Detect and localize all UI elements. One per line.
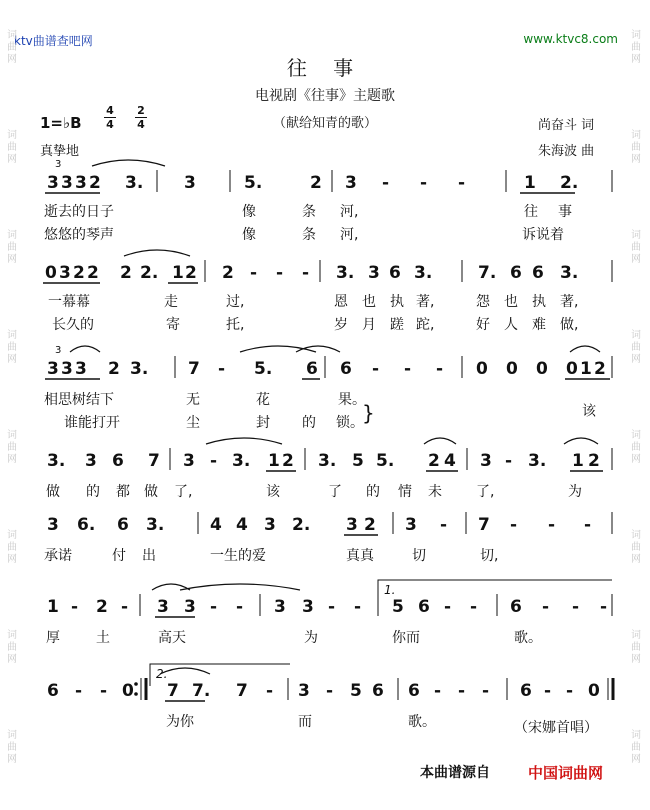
note-r6-2: - xyxy=(71,597,79,617)
side-watermark-left-3: 词曲网 xyxy=(7,230,17,265)
note-r4-2: 3 xyxy=(85,451,97,471)
note-r5-14: - xyxy=(510,515,518,535)
lyric-r2-11: 著, xyxy=(560,294,579,310)
note-r7-8: - xyxy=(266,681,274,701)
note-r5-11: 3 xyxy=(405,515,417,535)
note-r7-1: 6 xyxy=(47,681,59,701)
note-r3-4: 2 xyxy=(108,359,120,379)
note-r2-16: 3. xyxy=(414,263,433,283)
note-r3-1: 3 xyxy=(47,359,59,379)
lyric-r4-5: 了, xyxy=(174,484,193,500)
note-r1-3: 3 xyxy=(75,173,87,193)
note-r1-7: 5. xyxy=(244,173,263,193)
note-r2-19: 6 xyxy=(532,263,544,283)
triplet-mark-2: 3 xyxy=(55,345,62,356)
lyric-r2-8: 怨 xyxy=(476,294,490,310)
repeat-dot-bottom xyxy=(134,692,138,696)
lyric-r2-12: 长久的 xyxy=(52,317,94,333)
lyric-r2-18: 跎, xyxy=(416,317,435,333)
lyric-r5-6: 切 xyxy=(412,548,426,564)
note-r6-16: - xyxy=(470,597,478,617)
lyric-r7-3: 歌。 xyxy=(408,714,436,730)
note-r3-16: 0 xyxy=(536,359,548,379)
lyric-r4-12: 为 xyxy=(568,484,582,500)
lyric-r5-7: 切, xyxy=(480,548,499,564)
note-r1-2: 3 xyxy=(61,173,73,193)
note-r3-19: 2 xyxy=(594,359,606,379)
note-r7-9: 3 xyxy=(298,681,310,701)
lyric-r1-2: 像 xyxy=(242,204,256,220)
note-r4-4: 7 xyxy=(148,451,160,471)
note-r7-18: - xyxy=(544,681,552,701)
song-title: 往 事 xyxy=(286,56,364,80)
note-r7-5: 7 xyxy=(167,681,179,701)
tie-7 xyxy=(424,438,456,444)
lyric-r6-5: 你而 xyxy=(392,630,420,646)
lyric-r2-15: 岁 xyxy=(334,317,348,333)
note-r5-16: - xyxy=(584,515,592,535)
note-r2-2: 3 xyxy=(59,263,71,283)
note-r5-15: - xyxy=(548,515,556,535)
note-r7-4: 0 xyxy=(122,681,134,701)
meter-2-top: 2 xyxy=(137,104,145,117)
side-watermark-right-1: 词曲网 xyxy=(631,30,641,65)
note-r3-9: 6 xyxy=(306,359,318,379)
meter-1-bottom: 4 xyxy=(104,117,116,131)
note-r2-13: 3. xyxy=(336,263,355,283)
note-r6-11: - xyxy=(328,597,336,617)
lyric-r2-19: 好 xyxy=(476,317,490,333)
note-r1-11: - xyxy=(420,173,428,193)
note-r5-8: 2. xyxy=(292,515,311,535)
lyric-r2-4: 恩 xyxy=(334,294,348,310)
note-r7-16: - xyxy=(482,681,490,701)
lyric-r6-6: 歌。 xyxy=(514,630,542,646)
lyric-r3-5: 谁能打开 xyxy=(64,415,120,431)
lyric-r2-14: 托, xyxy=(226,317,245,333)
note-r4-11: 5 xyxy=(352,451,364,471)
lyric-r3-3: 花 xyxy=(256,392,270,408)
note-r7-11: 5 xyxy=(350,681,362,701)
note-r6-12: - xyxy=(354,597,362,617)
volta-2-label: 2. xyxy=(156,667,168,681)
note-r3-15: 0 xyxy=(506,359,518,379)
lyric-r7-1: 为你 xyxy=(166,714,194,730)
lyric-r1-11: 诉说着 xyxy=(522,227,564,243)
note-r2-8: 2 xyxy=(185,263,197,283)
note-r2-20: 3. xyxy=(560,263,579,283)
side-watermark-left-1: 词曲网 xyxy=(7,30,17,65)
lyric-r1-4: 河, xyxy=(340,204,359,220)
lyric-r7-2: 而 xyxy=(298,714,312,730)
note-r7-17: 6 xyxy=(520,681,532,701)
note-r7-12: 6 xyxy=(372,681,384,701)
tie-8 xyxy=(564,438,598,444)
note-r7-20: 0 xyxy=(588,681,600,701)
tie-4 xyxy=(296,346,340,352)
tie-9 xyxy=(70,346,100,352)
note-r6-9: 3 xyxy=(274,597,286,617)
lyric-r2-7: 著, xyxy=(416,294,435,310)
note-r3-2: 3 xyxy=(61,359,73,379)
note-r2-11: - xyxy=(276,263,284,283)
note-r6-5: 3 xyxy=(157,597,169,617)
note-r1-10: - xyxy=(382,173,390,193)
note-r2-15: 6 xyxy=(389,263,401,283)
lyric-r1-9: 条 xyxy=(302,227,316,243)
note-r3-10: 6 xyxy=(340,359,352,379)
note-r3-18: 1 xyxy=(580,359,592,379)
note-r1-13: 1 xyxy=(524,173,536,193)
note-r5-5: 4 xyxy=(210,515,222,535)
lyric-r5-5: 真真 xyxy=(346,548,374,564)
tie-6 xyxy=(206,438,282,444)
side-watermark-right-7: 词曲网 xyxy=(631,630,641,665)
note-r1-1: 3 xyxy=(47,173,59,193)
note-r6-20: - xyxy=(600,597,608,617)
note-r5-3: 6 xyxy=(117,515,129,535)
side-watermark-left-6: 词曲网 xyxy=(7,530,17,565)
note-r6-8: - xyxy=(236,597,244,617)
note-r4-13: 2 xyxy=(428,451,440,471)
lyric-brace: } xyxy=(362,401,375,425)
note-r4-7: 3. xyxy=(232,451,251,471)
lyric-r2-5: 也 xyxy=(362,294,376,310)
note-r5-7: 3 xyxy=(264,515,276,535)
lyric-r3-10: 该 xyxy=(582,403,596,420)
volta-1-label: 1. xyxy=(384,583,396,597)
side-watermark-right-5: 词曲网 xyxy=(631,430,641,465)
tempo-mark: 真挚地 xyxy=(40,144,80,159)
note-r2-5: 2 xyxy=(120,263,132,283)
note-r5-4: 3. xyxy=(146,515,165,535)
note-r5-9: 3 xyxy=(346,515,358,535)
lyric-r1-1: 逝去的日子 xyxy=(44,204,114,220)
note-r2-3: 2 xyxy=(73,263,85,283)
note-r7-3: - xyxy=(100,681,108,701)
note-r3-14: 0 xyxy=(476,359,488,379)
dedication: （献给知青的歌） xyxy=(272,116,377,131)
side-watermark-right-6: 词曲网 xyxy=(631,530,641,565)
side-watermark-left-5: 词曲网 xyxy=(7,430,17,465)
tie-5 xyxy=(570,346,600,352)
note-r2-10: - xyxy=(250,263,258,283)
note-r4-12: 5. xyxy=(376,451,395,471)
lyric-r6-4: 为 xyxy=(304,630,318,646)
tie-2 xyxy=(124,250,190,256)
note-r1-8: 2 xyxy=(310,173,322,193)
note-r7-19: - xyxy=(566,681,574,701)
note-r6-3: 2 xyxy=(96,597,108,617)
triplet-mark-1: 3 xyxy=(55,159,62,170)
note-r3-12: - xyxy=(404,359,412,379)
note-r6-15: - xyxy=(444,597,452,617)
side-watermark-left-4: 词曲网 xyxy=(7,330,17,365)
note-r3-8: 5. xyxy=(254,359,273,379)
note-r4-15: 3 xyxy=(480,451,492,471)
note-r3-3: 3 xyxy=(75,359,87,379)
lyric-r4-9: 情 xyxy=(398,484,412,500)
song-subtitle: 电视剧《往事》主题歌 xyxy=(255,88,395,104)
note-r4-1: 3. xyxy=(47,451,66,471)
note-r6-6: 3 xyxy=(184,597,196,617)
note-r6-19: - xyxy=(572,597,580,617)
lyric-r5-2: 付 xyxy=(112,548,126,564)
lyric-r4-6: 该 xyxy=(266,484,280,500)
note-r4-14: 4 xyxy=(444,451,456,471)
note-r1-5: 3. xyxy=(125,173,144,193)
lyric-r2-16: 月 xyxy=(362,317,376,333)
lyric-r2-17: 蹉 xyxy=(390,317,404,333)
note-r2-9: 2 xyxy=(222,263,234,283)
tie-1 xyxy=(92,160,165,166)
lyric-r4-3: 都 xyxy=(116,484,130,500)
lyric-r4-2: 的 xyxy=(86,484,100,500)
lyric-r2-6: 执 xyxy=(390,294,404,310)
note-r4-3: 6 xyxy=(112,451,124,471)
note-r2-6: 2. xyxy=(140,263,159,283)
note-r4-17: 3. xyxy=(528,451,547,471)
note-r2-18: 6 xyxy=(510,263,522,283)
note-r5-6: 4 xyxy=(236,515,248,535)
note-r2-4: 2 xyxy=(87,263,99,283)
lyric-r4-10: 未 xyxy=(428,484,442,500)
note-r6-17: 6 xyxy=(510,597,522,617)
side-watermark-left-2: 词曲网 xyxy=(7,130,17,165)
footer-source-label: 本曲谱源自 xyxy=(420,765,490,781)
note-r4-18: 1 xyxy=(572,451,584,471)
side-watermark-right-2: 词曲网 xyxy=(631,130,641,165)
lyric-r2-2: 走 xyxy=(164,294,178,310)
note-r6-4: - xyxy=(121,597,129,617)
note-r3-11: - xyxy=(372,359,380,379)
lyric-r4-8: 的 xyxy=(366,484,380,500)
side-watermark-right-3: 词曲网 xyxy=(631,230,641,265)
note-r2-12: - xyxy=(302,263,310,283)
note-r3-7: - xyxy=(218,359,226,379)
note-r5-1: 3 xyxy=(47,515,59,535)
note-r7-2: - xyxy=(75,681,83,701)
note-r4-5: 3 xyxy=(183,451,195,471)
note-r3-17: 0 xyxy=(566,359,578,379)
site-watermark-right[interactable]: www.ktvc8.com xyxy=(523,32,618,46)
lyric-r4-4: 做 xyxy=(144,484,158,500)
note-r7-6: 7. xyxy=(192,681,211,701)
note-r5-12: - xyxy=(440,515,448,535)
lyric-r6-2: 土 xyxy=(96,630,110,646)
lyric-r1-10: 河, xyxy=(340,227,359,243)
lyric-r2-3: 过, xyxy=(226,294,245,310)
lyric-r4-1: 做 xyxy=(46,484,60,500)
side-watermark-left-8: 词曲网 xyxy=(7,730,17,765)
note-r4-6: - xyxy=(210,451,218,471)
note-r6-7: - xyxy=(210,597,218,617)
side-watermark-left-7: 词曲网 xyxy=(7,630,17,665)
repeat-dot-top xyxy=(134,682,138,686)
note-r5-2: 6. xyxy=(77,515,96,535)
note-r1-4: 2 xyxy=(89,173,101,193)
lyric-r2-21: 难 xyxy=(532,317,546,333)
lyric-r2-13: 寄 xyxy=(166,317,180,333)
note-r5-10: 2 xyxy=(364,515,376,535)
note-r6-13: 5 xyxy=(392,597,404,617)
note-r6-10: 3 xyxy=(302,597,314,617)
note-r7-7: 7 xyxy=(236,681,248,701)
tie-12 xyxy=(160,668,210,674)
tie-11 xyxy=(180,584,300,590)
note-r4-16: - xyxy=(505,451,513,471)
note-r6-1: 1 xyxy=(47,597,59,617)
lyric-r1-7: 悠悠的琴声 xyxy=(44,227,114,243)
note-r2-14: 3 xyxy=(368,263,380,283)
lyric-r6-1: 厚 xyxy=(46,630,60,646)
lyric-r3-2: 无 xyxy=(186,392,200,408)
note-r5-13: 7 xyxy=(478,515,490,535)
lyric-r2-10: 执 xyxy=(532,294,546,310)
lyric-r1-5: 往 xyxy=(524,204,538,220)
note-r3-5: 3. xyxy=(130,359,149,379)
note-r4-19: 2 xyxy=(588,451,600,471)
lyric-r6-3: 高天 xyxy=(158,630,186,646)
note-r2-1: 0 xyxy=(45,263,57,283)
lyric-r2-20: 人 xyxy=(504,317,518,333)
note-r4-8: 1 xyxy=(268,451,280,471)
lyric-r3-7: 封 xyxy=(256,415,270,431)
footer-site-link[interactable]: 中国词曲网 xyxy=(528,764,604,782)
lyric-r1-8: 像 xyxy=(242,227,256,243)
lyric-r5-4: 一生的爱 xyxy=(210,548,266,564)
note-r7-15: - xyxy=(458,681,466,701)
site-watermark-left[interactable]: ktv曲谱查吧网 xyxy=(14,34,93,48)
note-r2-7: 1 xyxy=(172,263,184,283)
lyric-r2-22: 做, xyxy=(560,317,579,333)
lyric-r4-7: 了 xyxy=(328,484,342,500)
side-watermark-right-8: 词曲网 xyxy=(631,730,641,765)
note-r7-10: - xyxy=(326,681,334,701)
note-r2-17: 7. xyxy=(478,263,497,283)
key-signature: 1=♭B xyxy=(40,114,82,132)
lyric-r3-9: 锁。 xyxy=(336,415,364,431)
note-r3-13: - xyxy=(436,359,444,379)
lyric-r1-3: 条 xyxy=(302,204,316,220)
note-r4-9: 2 xyxy=(282,451,294,471)
note-r6-18: - xyxy=(542,597,550,617)
composer-credit: 朱海波 曲 xyxy=(538,144,595,159)
note-r1-9: 3 xyxy=(345,173,357,193)
lyric-r1-6: 事 xyxy=(558,204,572,220)
singer-credit: （宋娜首唱） xyxy=(514,720,598,736)
note-r4-10: 3. xyxy=(318,451,337,471)
lyric-r2-1: 一幕幕 xyxy=(48,294,90,310)
side-watermark-right-4: 词曲网 xyxy=(631,330,641,365)
note-r7-13: 6 xyxy=(408,681,420,701)
note-r7-14: - xyxy=(434,681,442,701)
note-r1-14: 2. xyxy=(560,173,579,193)
note-r6-14: 6 xyxy=(418,597,430,617)
lyric-r5-1: 承诺 xyxy=(44,548,72,564)
lyric-r3-1: 相思树结下 xyxy=(44,392,114,408)
lyric-r3-4: 果。 xyxy=(338,392,366,408)
meter-1-top: 4 xyxy=(106,104,114,117)
lyric-r3-8: 的 xyxy=(302,415,316,431)
lyric-r4-11: 了, xyxy=(476,484,495,500)
note-r1-6: 3 xyxy=(184,173,196,193)
note-r1-12: - xyxy=(458,173,466,193)
lyric-r3-6: 尘 xyxy=(186,415,200,431)
lyricist-credit: 尚奋斗 词 xyxy=(538,118,595,133)
meter-2-bottom: 4 xyxy=(135,117,147,131)
tie-3 xyxy=(240,346,316,352)
note-r3-6: 7 xyxy=(188,359,200,379)
lyric-r2-9: 也 xyxy=(504,294,518,310)
lyric-r5-3: 出 xyxy=(142,548,156,564)
